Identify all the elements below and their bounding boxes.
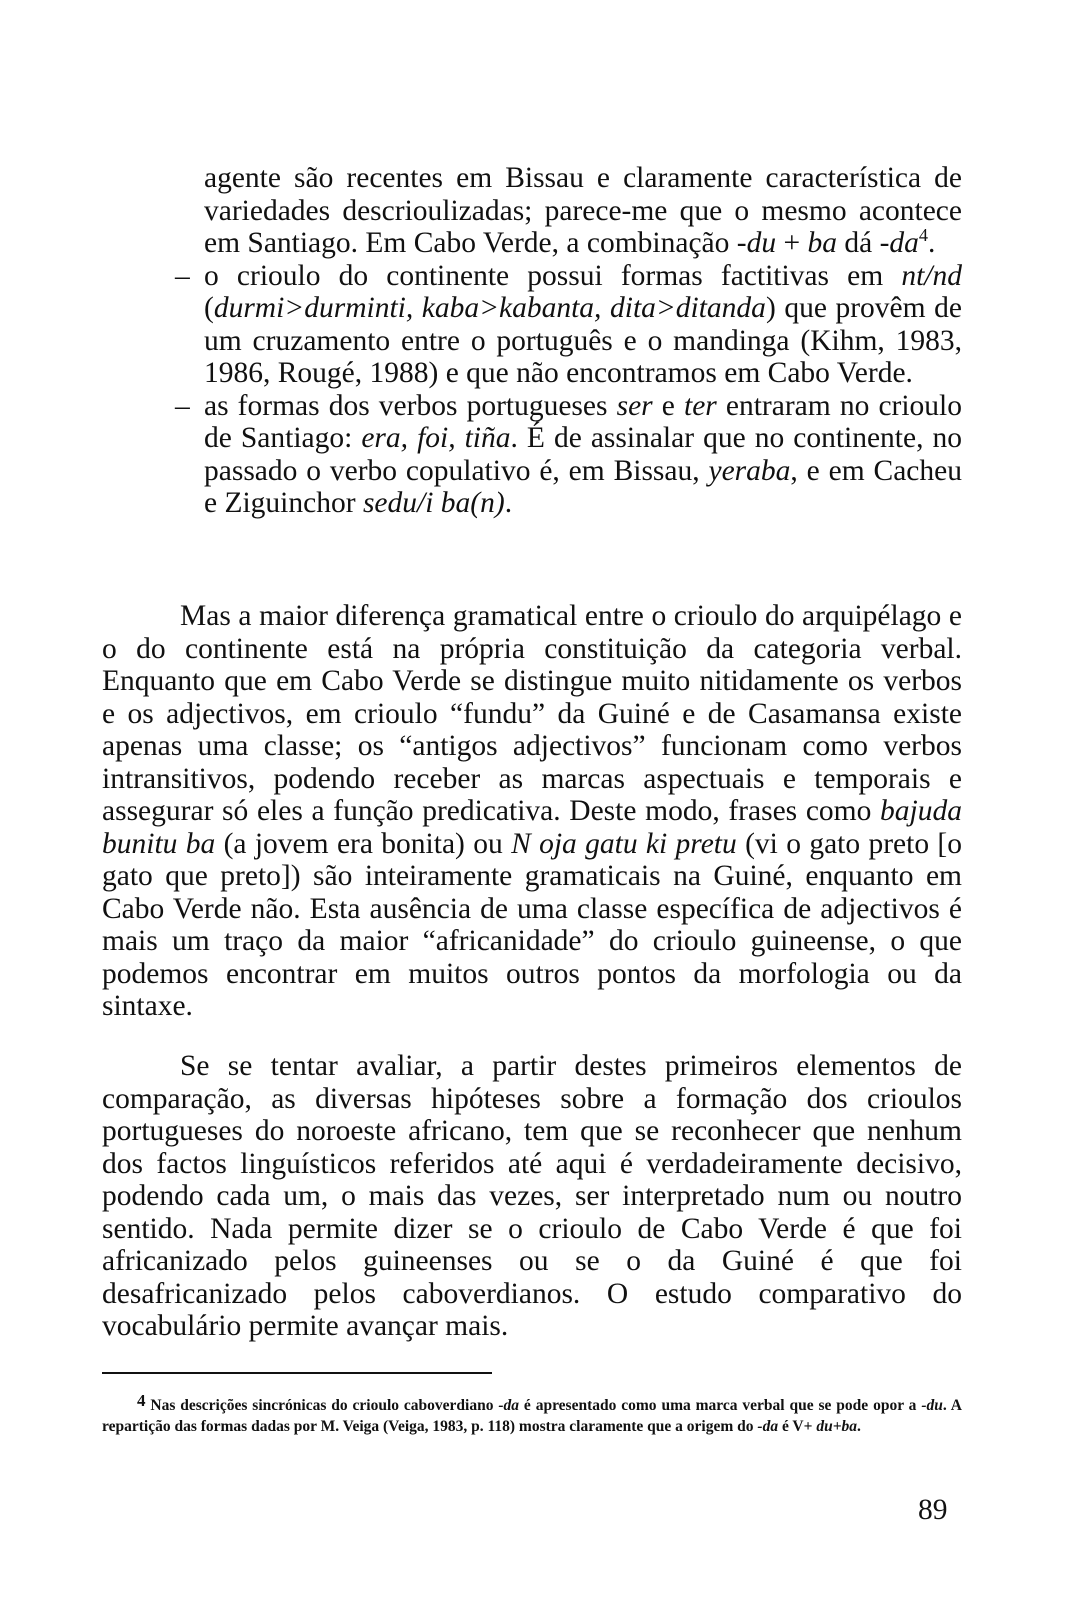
text-run: (vi o gato preto [o gato que preto]) são inteiramente gramaticais na Guiné, enquanto em Cabo Verde não. Esta ausência de uma classe específica de adjectivos é mais um traço da maior “africanidade” do crioulo guineense, o que podemos encontrar em muitos outros pontos da morfologia ou da sintaxe. [102,827,962,1022]
italic-term: durmi>durminti, kaba>kabanta, dita>ditanda [213,292,766,324]
italic-term: ba [807,227,837,259]
italic-term: -da [879,227,919,259]
footnote [102,1390,962,1437]
text-run: . É de assinalar que no continente, no passado o verbo copulativo é, em Bissau, [204,422,962,487]
paragraph-verbal-category [102,600,962,1023]
list-item [102,390,962,520]
text-run: o crioulo do continente possui formas factitivas em [204,259,902,292]
text-run: dá [836,227,880,259]
text-run: . [857,1418,861,1435]
italic-term: -du [736,227,777,259]
text-run: entraram no crioulo de Santiago: [204,389,962,454]
list [102,162,962,520]
text-run: Se se tentar avaliar, a partir destes primeiros elementos de comparação, as diversas hipóteses sobre a formação dos crioulos portugueses do noroeste africano, tem que se reconhecer que nenhum dos factos linguísticos referidos até aqui é verdadeiramente decisivo, podendo cada um, o mais das vezes, ser interpretado num ou noutro sentido. Nada permite dizer se o crioulo de Cabo Verde é que foi africanizado pelos guineenses ou se o da Guiné é que foi desafricanizado pelos caboverdianos. O estudo comparativo do vocabulário permite avançar mais. [102,1050,962,1342]
text-run: ( [204,292,214,324]
text-run: as formas dos verbos portugueses [204,389,617,422]
list-item-text [204,390,962,520]
text-run: ) que provêm de um cruzamento entre o português e o mandinga (Kihm, 1983, 1986, Rougé, 1988) e que não encontramos em Cabo Verde. [204,292,962,389]
text-run: . A repartição das formas dadas por M. Veiga (Veiga, 1983, p. 118) mostra claramente que a origem do [102,1397,962,1435]
list-item [102,260,962,390]
list-dash: – [175,259,190,292]
text-run: + [776,227,808,259]
italic-term: era, foi, tiña [361,422,511,454]
footnote-text [102,1397,962,1435]
italic-term: ser [616,389,653,422]
italic-term: -da [757,1418,779,1435]
text-run: . [928,227,936,259]
italic-term: -da [498,1397,520,1414]
page-number: 89 [918,1494,948,1526]
italic-term: yeraba [708,454,791,487]
italic-term: -du [921,1397,943,1414]
text-run: (a jovem era bonita) ou [215,827,512,860]
text-run: é V+ [778,1418,817,1435]
text-run: Nas descrições sincrónicas do crioulo caboverdiano [145,1397,499,1414]
text-run: e [652,389,684,422]
list-dash: – [175,389,190,422]
text-run: . [504,487,513,519]
text-run: Mas a maior diferença gramatical entre o crioulo do arquipélago e o do continente está na própria constituição da categoria verbal. Enquanto que em Cabo Verde se distingue muito nitidamente os verbos e os adjectivos, em crioulo “fundu” da Guiné e de Casamansa existe apenas uma classe; os “antigos adjectivos” funcionam como verbos intransitivos, podendo receber as marcas aspectuais e temporais e assegurar só eles a função predicativa. Deste modo, frases como [102,600,962,827]
paragraph-hypotheses [102,1050,962,1343]
list-item [102,162,962,260]
italic-term: du+ba [816,1418,858,1435]
list-item-text [204,260,962,390]
text-run: é apresentado como uma marca verbal que se pode opor a [519,1397,922,1414]
footnote-marker: 4 [137,1391,146,1410]
italic-term: nt/nd [901,259,962,292]
list-item-text [204,162,962,260]
italic-term: N oja gatu ki pretu [511,827,737,860]
footnote-rule [102,1372,492,1374]
text-run: agente são recentes em Bissau e claramente característica de variedades descrioulizadas; parece-me que o mesmo acontece em Santiago. Em Cabo Verde, a combinação [204,162,962,259]
italic-term: sedu/i ba(n) [362,487,505,519]
italic-term: bajuda bunitu ba [102,795,962,860]
footnote-ref: 4 [918,225,929,246]
italic-term: ter [684,389,717,422]
text-run: , e em Cacheu e Ziguinchor [204,454,962,519]
